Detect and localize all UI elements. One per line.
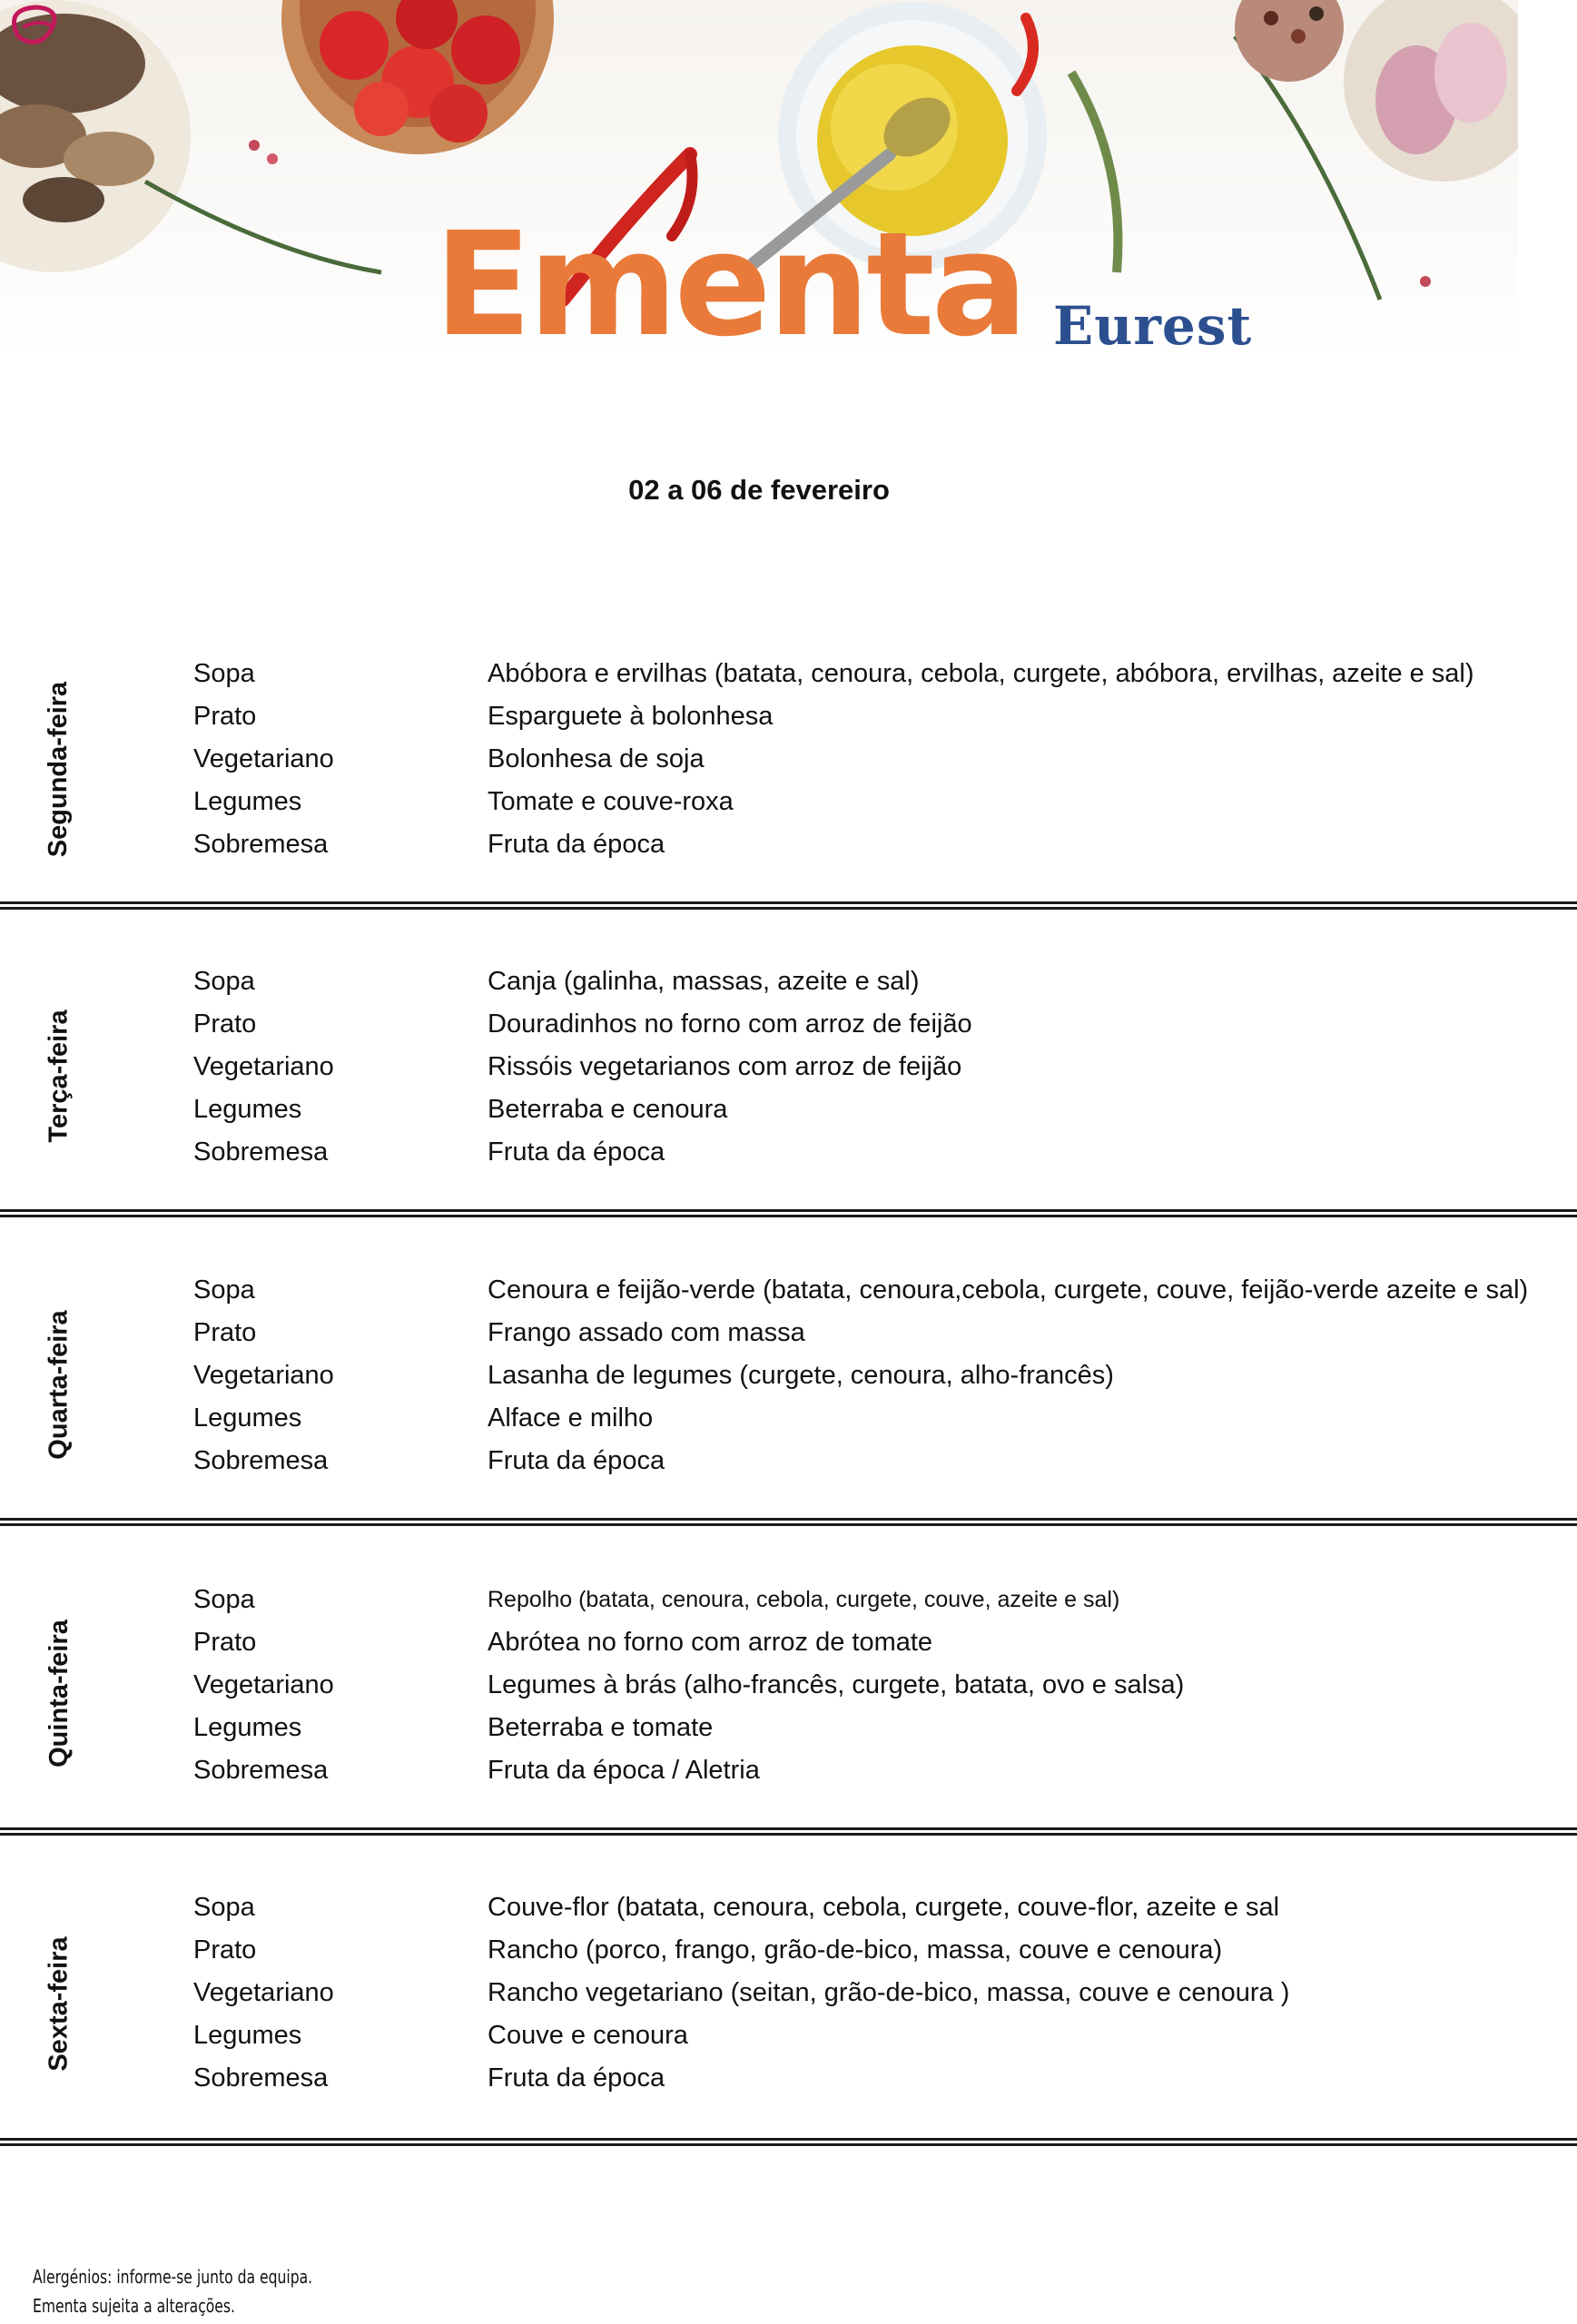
category-label: Vegetariano (193, 1361, 334, 1390)
category-label: Prato (193, 702, 257, 731)
dish-text: Bolonhesa de soja (488, 744, 705, 773)
menu-row (0, 1709, 1577, 1746)
day-name: Quarta-feira (44, 1309, 74, 1460)
dish-text: Rancho vegetariano (seitan, grão-de-bico, massa, couve e cenoura ) (488, 1978, 1290, 2007)
menu-row (0, 1667, 1577, 1703)
category-label: Vegetariano (193, 1670, 334, 1699)
day-name: Segunda-feira (44, 681, 74, 857)
day-name: Quinta-feira (44, 1619, 74, 1768)
menu-row (0, 826, 1577, 862)
day-separator (0, 2138, 1577, 2146)
day-separator (0, 1518, 1577, 1526)
dish-text: Beterraba e tomate (488, 1713, 714, 1742)
menu-row (0, 1134, 1577, 1170)
category-label: Sobremesa (193, 830, 329, 859)
dish-text: Beterraba e cenoura (488, 1095, 728, 1124)
category-label: Legumes (193, 1713, 302, 1742)
menu-row (0, 2017, 1577, 2053)
menu-row (0, 1315, 1577, 1351)
category-label: Legumes (193, 1403, 302, 1433)
menu-row (0, 1400, 1577, 1436)
menu-row (0, 1752, 1577, 1788)
dish-text: Abrótea no forno com arroz de tomate (488, 1628, 933, 1657)
dish-text: Douradinhos no forno com arroz de feijão (488, 1009, 972, 1039)
day-separator (0, 901, 1577, 910)
category-label: Sobremesa (193, 1137, 329, 1167)
menu-row (0, 1581, 1577, 1618)
dish-text: Repolho (batata, cenoura, cebola, curgete, couve, azeite e sal) (488, 1587, 1120, 1612)
dish-text: Fruta da época (488, 1446, 665, 1475)
day-separator (0, 1827, 1577, 1836)
brand-name: Eurest (1053, 295, 1253, 357)
menu-row (0, 1091, 1577, 1128)
menu-row (0, 1889, 1577, 1925)
dish-text: Fruta da época (488, 2063, 665, 2093)
allergen-note: Alergénios: informe-se junto da equipa. (33, 2266, 313, 2288)
menu-row (0, 1049, 1577, 1085)
menu-row (0, 1272, 1577, 1308)
day-separator (0, 1209, 1577, 1217)
day-name: Sexta-feira (44, 1935, 74, 2072)
dish-text: Fruta da época / Aletria (488, 1756, 760, 1785)
category-label: Legumes (193, 2021, 302, 2050)
menu-row (0, 1624, 1577, 1660)
day-name: Terça-feira (44, 1009, 74, 1143)
dish-text: Fruta da época (488, 1137, 665, 1167)
day-block-quinta (0, 1561, 1577, 1825)
menu-row (0, 1357, 1577, 1393)
menu-row (0, 783, 1577, 820)
category-label: Sopa (193, 967, 255, 996)
changes-note: Ementa sujeita a alterações. (33, 2295, 235, 2317)
dish-text: Legumes à brás (alho-francês, curgete, batata, ovo e salsa) (488, 1670, 1185, 1699)
day-block-quarta (0, 1253, 1577, 1516)
menu-row (0, 2060, 1577, 2096)
category-label: Sopa (193, 1585, 255, 1614)
category-label: Vegetariano (193, 1052, 334, 1081)
category-label: Prato (193, 1009, 257, 1039)
category-label: Vegetariano (193, 744, 334, 773)
category-label: Vegetariano (193, 1978, 334, 2007)
day-block-sexta (0, 1872, 1577, 2135)
menu-period: 02 a 06 de fevereiro (628, 474, 890, 506)
menu-row (0, 741, 1577, 777)
menu-row (0, 1443, 1577, 1479)
category-label: Sopa (193, 1275, 255, 1305)
banner-title: Ementa (434, 202, 1025, 363)
category-label: Sobremesa (193, 1756, 329, 1785)
menu-row (0, 963, 1577, 1000)
dish-text: Tomate e couve-roxa (488, 787, 734, 816)
dish-text: Rancho (porco, frango, grão-de-bico, massa, couve e cenoura) (488, 1935, 1223, 1965)
dish-text: Couve e cenoura (488, 2021, 688, 2050)
category-label: Prato (193, 1935, 257, 1965)
eurest-logo-icon (0, 0, 73, 64)
category-label: Legumes (193, 787, 302, 816)
category-label: Sopa (193, 1893, 255, 1922)
category-label: Sopa (193, 659, 255, 688)
category-label: Sobremesa (193, 1446, 329, 1475)
dish-text: Couve-flor (batata, cenoura, cebola, curgete, couve-flor, azeite e sal (488, 1893, 1280, 1922)
category-label: Sobremesa (193, 2063, 329, 2093)
dish-text: Rissóis vegetarianos com arroz de feijão (488, 1052, 962, 1081)
menu-row (0, 655, 1577, 692)
menu-row (0, 698, 1577, 734)
menu-row (0, 1932, 1577, 1968)
category-label: Prato (193, 1318, 257, 1347)
dish-text: Alface e milho (488, 1403, 654, 1433)
header-banner (0, 0, 1518, 363)
menu-row (0, 1974, 1577, 2011)
dish-text: Cenoura e feijão-verde (batata, cenoura,cebola, curgete, couve, feijão-verde azeite e sal) (488, 1275, 1529, 1305)
dish-text: Abóbora e ervilhas (batata, cenoura, cebola, curgete, abóbora, ervilhas, azeite e sal) (488, 659, 1474, 688)
dish-text: Frango assado com massa (488, 1318, 805, 1347)
dish-text: Fruta da época (488, 830, 665, 859)
category-label: Legumes (193, 1095, 302, 1124)
dish-text: Canja (galinha, massas, azeite e sal) (488, 967, 920, 996)
day-block-terca (0, 944, 1577, 1207)
dish-text: Esparguete à bolonhesa (488, 702, 774, 731)
day-block-segunda (0, 637, 1577, 901)
menu-row (0, 1006, 1577, 1042)
footer-notes (33, 2262, 312, 2320)
category-label: Prato (193, 1628, 257, 1657)
dish-text: Lasanha de legumes (curgete, cenoura, alho-francês) (488, 1361, 1114, 1390)
